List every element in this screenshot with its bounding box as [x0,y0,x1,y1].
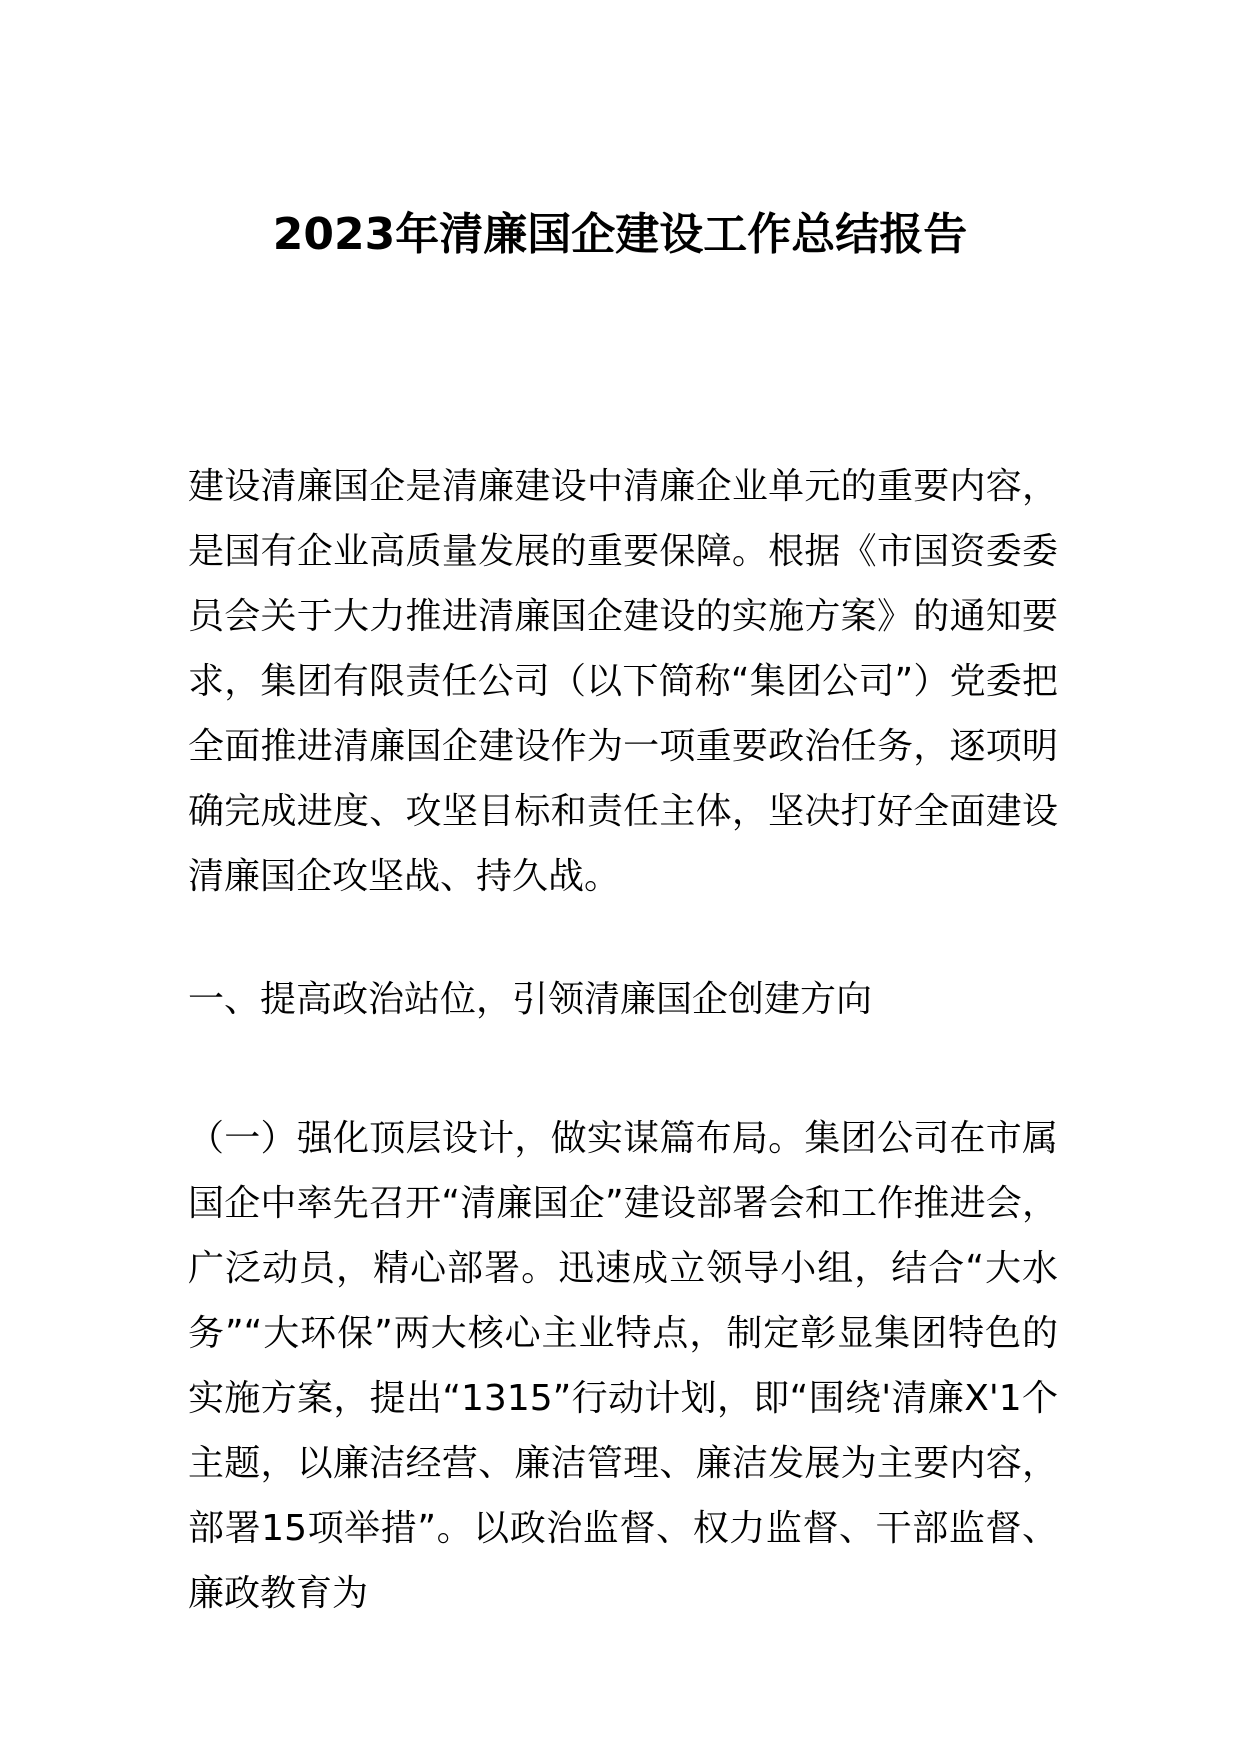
intro-paragraph: 建设清廉国企是清廉建设中清廉企业单元的重要内容，是国有企业高质量发展的重要保障。根据《市国资委委员会关于大力推进清廉国企建设的实施方案》的通知要求，集团有限责任公司（以下简称“集团公司”）党委把全面推进清廉国企建设作为一项重要政治任务，逐项明确完成进度、攻坚目标和责任主体，坚决打好全面建设清廉国企攻坚战、持久战。 [188,466,1058,897]
document-title: 2023年清廉国企建设工作总结报告 [272,209,968,260]
subsection-paragraph: （一）强化顶层设计，做实谋篇布局。集团公司在市属国企中率先召开“清廉国企”建设部署会和工作推进会，广泛动员，精心部署。迅速成立领导小组，结合“大水务”“大环保”两大核心主业特点，制定彰显集团特色的实施方案，提出“1315”行动计划，即“围绕'清廉X'1个主题，以廉洁经营、廉洁管理、廉洁发展为主要内容，部署15项举措”。以政治监督、权力监督、干部监督、廉政教育为 [188,1118,1058,1614]
section-heading: 一、提高政治站位，引领清廉国企创建方向 [188,979,873,1020]
